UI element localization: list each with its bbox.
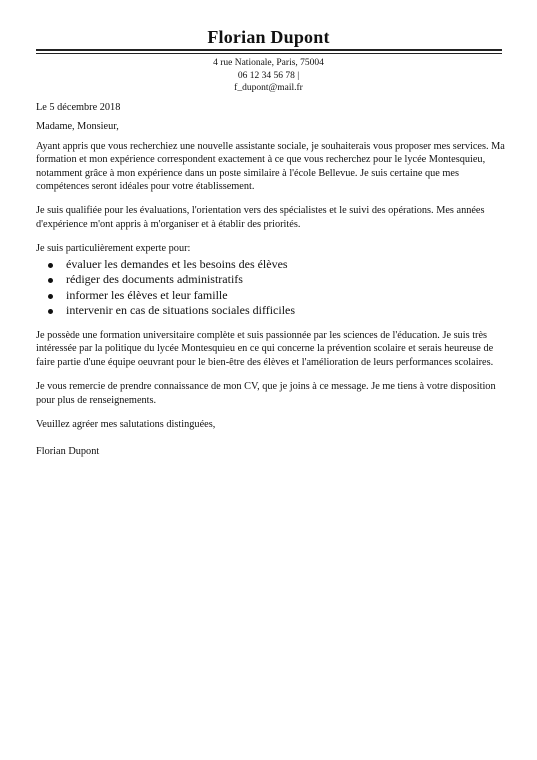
sender-phone: 06 12 34 56 78 | (237, 70, 300, 81)
paragraph-qualifications: Je suis qualifiée pour les évaluations, l'orientation vers des spécialistes et le suivi des opérations. Mes années d'expérience m'ont appris à m'organiser et à établir des priorités. (36, 205, 485, 230)
closing-line: Veuillez agréer mes salutations distinguées, (36, 419, 216, 431)
list-intro: Je suis particulièrement experte pour: (36, 243, 191, 255)
salutation: Madame, Monsieur, (36, 121, 119, 133)
list-item (36, 303, 506, 319)
list-item (36, 257, 506, 273)
bullet-icon (48, 294, 53, 299)
skills-list (36, 257, 506, 319)
paragraph-intro: Ayant appris que vous recherchiez une nouvelle assistante sociale, je souhaiterais vous proposer mes services. Ma formation et mon expérience correspondent exactement à ce que vous recherchez pour le lycée Montesquieu, notamment grâce à mon expérience dans un poste similaire à l'école Bellevue. Je suis certaine que mes compétences seront idéales pour votre établissement. (36, 140, 505, 193)
list-item (36, 288, 506, 304)
bullet-icon (48, 263, 53, 268)
list-item-text: rédiger des documents administratifs (66, 272, 243, 287)
list-item-text: informer les élèves et leur famille (66, 287, 228, 302)
letter-body (36, 101, 506, 459)
list-item (36, 272, 506, 288)
header-divider (36, 49, 502, 54)
signature: Florian Dupont (36, 446, 100, 458)
sender-address: 4 rue Nationale, Paris, 75004 (213, 58, 324, 68)
paragraph-thanks: Je vous remercie de prendre connaissance de mon CV, que je joins à ce message. Je me tiens à votre disposition pour plus de renseignements. (36, 381, 496, 406)
letter-date: Le 5 décembre 2018 (36, 102, 121, 113)
bullet-icon (48, 278, 53, 283)
paragraph-education: Je possède une formation universitaire complète et suis passionnée par les sciences de l'éducation. Je suis très intéressée par la politique du lycée Montesquieu en ce qui concerne la prévention scolaire et serais heureuse de faire partie d'une équipe oeuvrant pour le bien-être des élèves et l'amélioration de leurs performances scolaires. (36, 330, 494, 368)
bullet-icon (48, 309, 53, 314)
list-item-text: intervenir en cas de situations sociales difficiles (66, 303, 296, 318)
sender-email: f_dupont@mail.fr (234, 83, 303, 94)
list-item-text: évaluer les demandes et les besoins des élèves (66, 256, 288, 271)
sender-name: Florian Dupont (207, 27, 330, 47)
contact-block (0, 57, 537, 95)
